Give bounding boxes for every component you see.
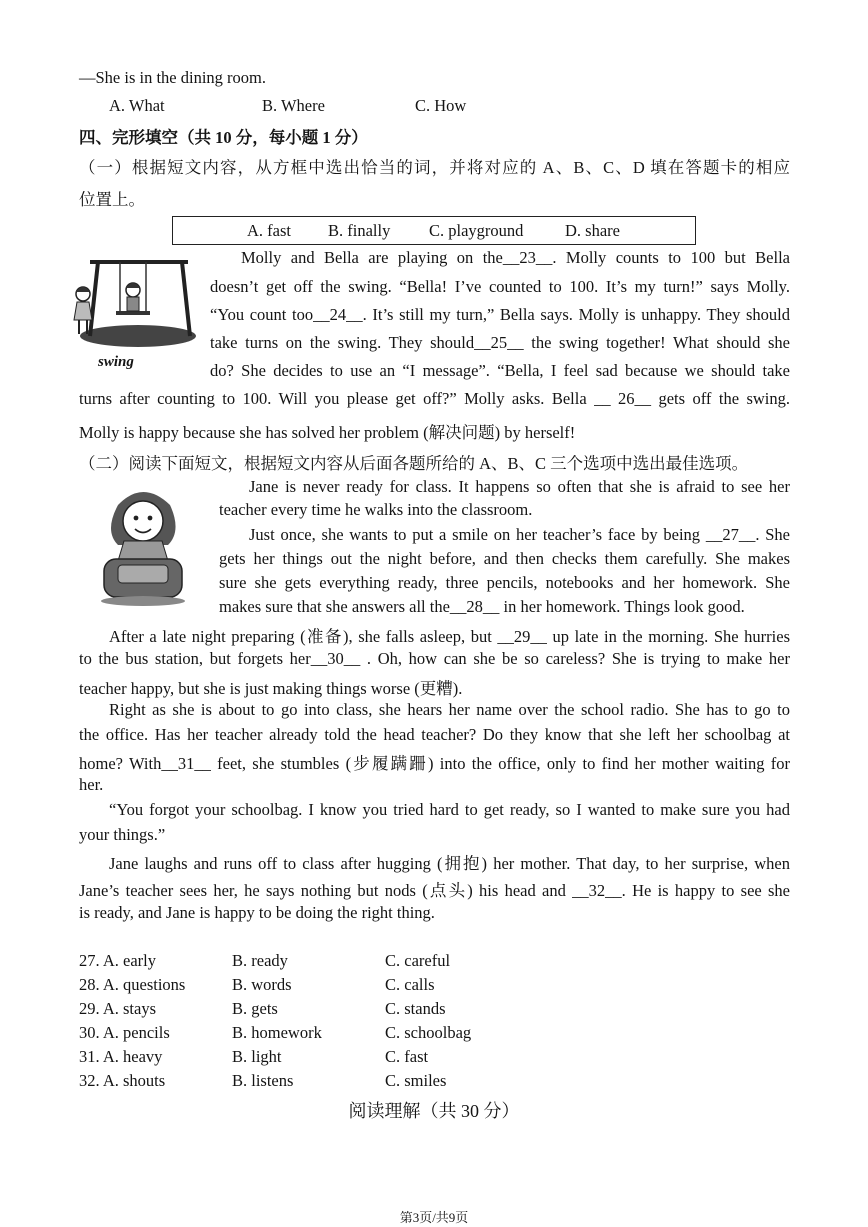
part1-instruction-line2: 位置上。 [79, 190, 145, 209]
question-option-b: B. words [232, 975, 292, 994]
word-option: D. share [565, 221, 620, 240]
swing-illustration-icon [68, 256, 198, 348]
passage2-line: home? With__31__ feet, she stumbles (步履蹒跚) into the office, only to find her mother waiting for [79, 754, 790, 773]
passage1-line: doesn’t get off the swing. “Bella! I’ve counted to 100. It’s my turn!” says Molly. [210, 277, 790, 296]
passage2-line: Jane laughs and runs off to class after hugging (拥抱) her mother. That day, to her surprise, when [109, 854, 790, 873]
question-option-b: B. light [232, 1047, 282, 1066]
passage2-line: teacher happy, but she is just making things worse (更糟). [79, 679, 463, 698]
passage2-line: After a late night preparing (准备), she falls asleep, but __29__ up late in the morning. She hurries [109, 627, 790, 646]
option-c: C. How [415, 96, 467, 115]
section-title: 阅读理解（共 30 分） [348, 1101, 520, 1121]
question-option-c: C. calls [385, 975, 435, 994]
question-option-c: C. schoolbag [385, 1023, 472, 1042]
question-option-c: C. fast [385, 1047, 429, 1066]
answer-line: —She is in the dining room. [79, 68, 266, 87]
passage1-line: Molly is happy because she has solved her problem (解决问题) by herself! [79, 423, 576, 442]
passage2-line: makes sure that she answers all the__28__ in her homework. Things look good. [219, 597, 745, 616]
question-option-a: 29. A. stays [79, 999, 157, 1018]
image-caption: swing [98, 354, 134, 370]
word-box [172, 216, 696, 245]
passage1-line: do? She decides to use an “I message”. “Bella, I feel sad because we should take [210, 361, 790, 380]
passage2-line: her. [79, 775, 104, 794]
option-a: A. What [109, 96, 165, 115]
word-option: C. playground [429, 221, 524, 240]
passage2-line: your things.” [79, 825, 166, 844]
question-option-b: B. ready [232, 951, 288, 970]
option-b: B. Where [262, 96, 325, 115]
passage2-line: the office. Has her teacher already told the head teacher? Do they know that she left her schoolbag at [79, 725, 790, 744]
section-heading: 四、完形填空（共 10 分，每小题 1 分） [79, 128, 368, 147]
word-option: B. finally [328, 221, 391, 240]
question-option-a: 30. A. pencils [79, 1023, 170, 1042]
passage1-line: take turns on the swing. They should__25__ the swing together! What should she [210, 333, 790, 352]
question-option-c: C. smiles [385, 1071, 447, 1090]
passage1-line: turns after counting to 100. Will you please get off?” Molly asks. Bella __ 26__ gets off the swing. [79, 389, 790, 408]
passage2-line: Jane is never ready for class. It happens so often that she is afraid to see her [249, 477, 790, 496]
question-option-b: B. listens [232, 1071, 294, 1090]
question-option-a: 28. A. questions [79, 975, 186, 994]
passage2-line: gets her things out the night before, and then checks them carefully. She makes [219, 549, 790, 568]
passage2-line: to the bus station, but forgets her__30__ . Oh, how can she be so careless? She is trying to make her [79, 649, 790, 668]
passage2-line: sure she gets everything ready, three pencils, notebooks and her homework. She [219, 573, 790, 592]
question-option-b: B. gets [232, 999, 278, 1018]
question-option-b: B. homework [232, 1023, 322, 1042]
question-option-a: 32. A. shouts [79, 1071, 166, 1090]
girl-with-schoolbag-illustration-icon [96, 485, 190, 607]
passage2-line: teacher every time he walks into the classroom. [219, 500, 533, 519]
passage1-line: “You count too__24__. It’s still my turn,” Bella says. Molly is unhappy. They should [210, 305, 790, 324]
page-number: 第3页/共9页 [399, 1210, 469, 1225]
part2-instruction: （二）阅读下面短文，根据短文内容从后面各题所给的 A、B、C 三个选项中选出最佳选项。 [79, 454, 749, 473]
passage2-line: “You forgot your schoolbag. I know you tried hard to get ready, so I wanted to make sure you had [109, 800, 790, 819]
question-option-c: C. careful [385, 951, 451, 970]
word-option: A. fast [247, 221, 291, 240]
part1-instruction-line1: （一）根据短文内容，从方框中选出恰当的词，并将对应的 A、B、C、D 填在答题卡的相应 [79, 158, 790, 177]
passage1-line: Molly and Bella are playing on the__23__. Molly counts to 100 but Bella [241, 248, 790, 267]
question-option-a: 31. A. heavy [79, 1047, 163, 1066]
passage2-line: Jane’s teacher sees her, he says nothing but nods (点头) his head and __32__. He is happy to see she [79, 881, 790, 900]
passage2-line: is ready, and Jane is happy to be doing the right thing. [79, 903, 435, 922]
passage2-line: Right as she is about to go into class, she hears her name over the school radio. She has to go to [109, 700, 790, 719]
question-option-c: C. stands [385, 999, 446, 1018]
question-option-a: 27. A. early [79, 951, 156, 970]
passage2-line: Just once, she wants to put a smile on her teacher’s face by being __27__. She [249, 525, 790, 544]
